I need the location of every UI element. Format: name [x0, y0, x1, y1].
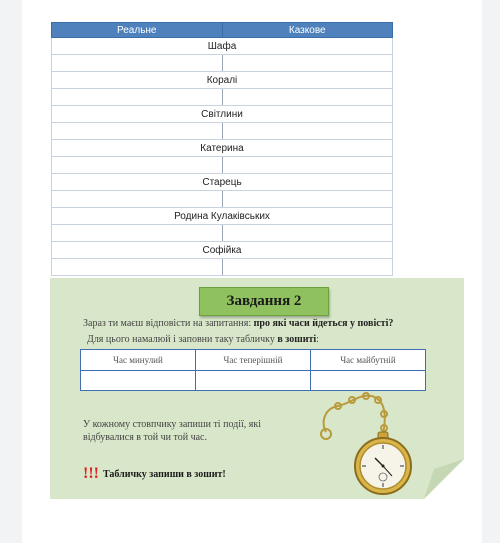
- table-row: [81, 371, 426, 391]
- table-item: Старець: [52, 174, 393, 191]
- column-header-real: Реальне: [52, 23, 223, 38]
- table-row: [52, 225, 393, 242]
- table-header-row: [81, 350, 426, 371]
- table-row: [52, 89, 393, 106]
- table-row: [52, 174, 393, 191]
- table-row: [52, 106, 393, 123]
- real-vs-fairytale-table: [51, 22, 393, 276]
- table-cell: [52, 157, 223, 174]
- table-row: [52, 157, 393, 174]
- table-cell: [222, 55, 393, 72]
- table-cell: [52, 259, 223, 276]
- table-row: [52, 55, 393, 72]
- table-cell: [52, 225, 223, 242]
- table-cell: [52, 55, 223, 72]
- instruction-emphasis: в зошиті: [277, 334, 317, 345]
- instruction-text: Для цього намалюй і заповни таку табличку: [87, 334, 278, 345]
- table-row: [52, 140, 393, 157]
- pocket-watch-icon: [312, 390, 436, 496]
- instruction-suffix: :: [316, 334, 319, 345]
- table-item: Коралі: [52, 72, 393, 89]
- table-cell: [222, 225, 393, 242]
- question-emphasis: про які часи йдеться у повісті?: [253, 318, 394, 329]
- table-item: Шафа: [52, 38, 393, 55]
- table-row: [52, 242, 393, 259]
- document-page: [22, 0, 482, 543]
- table-row: [52, 191, 393, 208]
- column-header-future: Час майбутній: [311, 350, 426, 371]
- exclamation-icon: !!!: [83, 465, 99, 482]
- table-row: [52, 72, 393, 89]
- table-cell: [311, 371, 426, 391]
- column-header-fairytale: Казкове: [222, 23, 393, 38]
- table-item: Світлини: [52, 106, 393, 123]
- column-header-present: Час теперішній: [196, 350, 311, 371]
- table-cell: [222, 123, 393, 140]
- table-cell: [52, 89, 223, 106]
- page-fold-icon: [424, 459, 464, 499]
- table-cell: [222, 191, 393, 208]
- task-title-badge: Завдання 2: [199, 287, 329, 316]
- table-cell: [52, 191, 223, 208]
- task-question: [83, 318, 393, 329]
- warning-line: [83, 464, 226, 483]
- time-periods-table: [80, 349, 426, 391]
- warning-text: Табличку запиши в зошит!: [102, 469, 226, 480]
- table-header-row: [52, 23, 393, 38]
- table-row: [52, 123, 393, 140]
- question-text: Зараз ти маєш відповісти на запитання:: [83, 318, 254, 329]
- table-cell: [81, 371, 196, 391]
- task-card: [50, 278, 464, 499]
- table-cell: [222, 259, 393, 276]
- table-row: [52, 208, 393, 225]
- table-cell: [222, 157, 393, 174]
- table-item: Катерина: [52, 140, 393, 157]
- task-note: У кожному стовпчику запиши ті події, які відбувалися в той чи той час.: [83, 419, 262, 443]
- table-cell: [196, 371, 311, 391]
- table-row: [52, 38, 393, 55]
- table-row: [52, 259, 393, 276]
- table-cell: [52, 123, 223, 140]
- table-item: Родина Кулаківських: [52, 208, 393, 225]
- column-header-past: Час минулий: [81, 350, 196, 371]
- table-item: Софійка: [52, 242, 393, 259]
- task-instruction: [87, 334, 319, 345]
- table-cell: [222, 89, 393, 106]
